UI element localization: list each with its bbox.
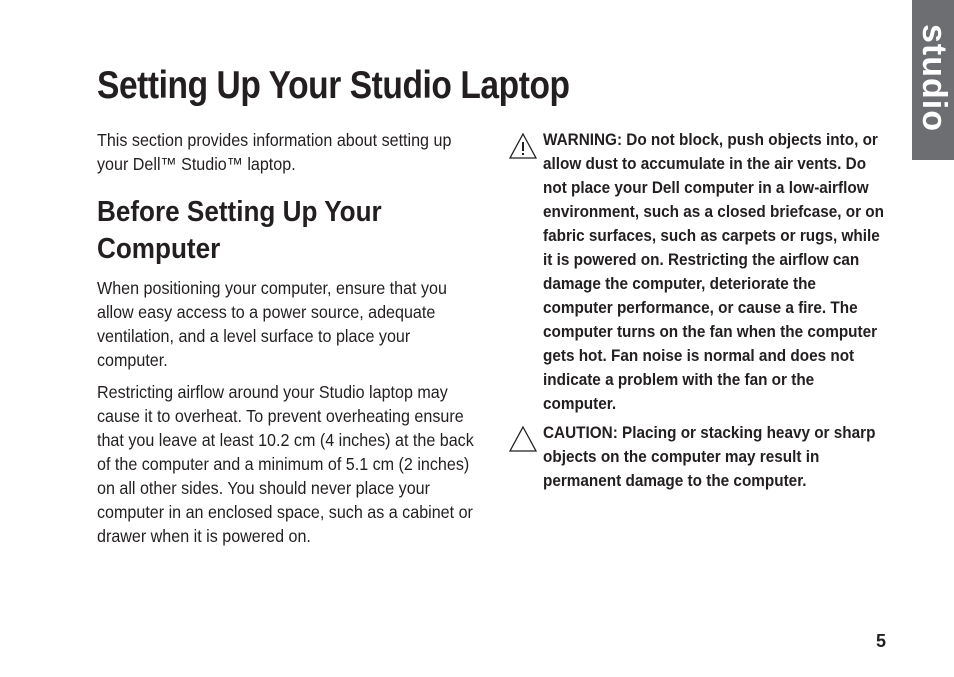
chapter-tab — [912, 0, 954, 160]
intro-paragraph: This section provides information about setting up your Dell™ Studio™ laptop. — [97, 130, 452, 174]
caution-notice — [508, 421, 892, 493]
chapter-tab-label: studio — [915, 24, 953, 132]
page-title: Setting Up Your Studio Laptop — [97, 64, 570, 107]
warning-triangle-icon — [508, 132, 538, 160]
caution-triangle-icon — [508, 425, 538, 453]
positioning-paragraph: When positioning your computer, ensure that you allow easy access to a power source, adequate ventilation, and a level surface to place your computer. — [97, 278, 447, 370]
right-column — [508, 128, 892, 498]
left-column — [97, 128, 497, 548]
caution-text: CAUTION: Placing or stacking heavy or sharp objects on the computer may result in permanent damage to the computer. — [543, 423, 876, 490]
airflow-paragraph: Restricting airflow around your Studio laptop may cause it to overheat. To prevent overheating ensure that you leave at least 10.2 cm (4 inches) at the back of the computer and a minimum of 5.1 cm (2 inches) on all other sides. You should never place your computer in an enclosed space, such as a cabinet or drawer when it is powered on. — [97, 382, 474, 546]
section-heading: Before Setting Up Your Computer — [97, 196, 382, 265]
page-number: 5 — [876, 631, 887, 651]
warning-notice — [508, 128, 892, 416]
warning-text: WARNING: Do not block, push objects into, or allow dust to accumulate in the air vents. Do not place your Dell computer in a low-airflow environment, such as a closed briefcase, or on fabric surfaces, such as carpets or rugs, while it is powered on. Restricting the airflow can damage the computer, deteriorate the computer performance, or cause a fire. The computer turns on the fan when the computer gets hot. Fan noise is normal and does not indicate a problem with the fan or the computer. — [543, 130, 884, 413]
